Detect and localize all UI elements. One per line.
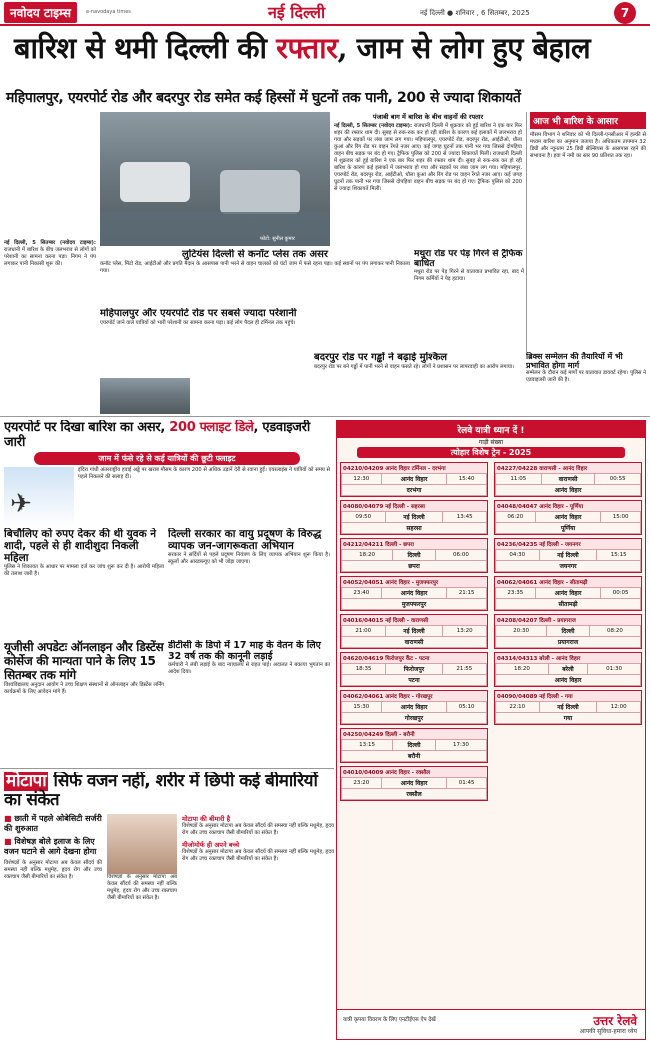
- lead-byline: नई दिल्ली, 5 सितम्बर (नवोदय टाइम्स):: [334, 123, 413, 129]
- train-entry: [494, 576, 642, 611]
- train-schedule-table: [495, 511, 641, 534]
- lead-body: राजधानी दिल्ली में शुक्रवार को हुई बारिश ने एक बार फिर शहर की रफ्तार थाम दी। सुबह से रुक-रुक कर हो रही बारिश के कारण कई इलाकों में जलभराव हो गया और सड़कों पर लंबा जाम लग गया। महिपालपुर, एयरपोर्ट रोड, बदरपुर रोड, आईटीओ, धौला कुआं और रिंग रोड पर वाहन रेंगते नजर आए। कई जगह घुटनों तक पानी भर गया जिससे दोपहिया वाहन बीच सड़क पर बंद हो गए। ट्रैफिक पुलिस को 200 से ज्यादा शिकायतें मिलीं।: [334, 123, 522, 157]
- destination-station: मुजफ्फरपुर: [342, 599, 487, 610]
- train-number-name: 04227/04228 वाराणसी - आनंद विहार: [495, 463, 641, 473]
- train-entry: [494, 614, 642, 649]
- arrival-time: 21:55: [442, 664, 486, 675]
- train-number-name: 04052/04051 आनंद विहार - मुजफ्फरपुर: [341, 577, 487, 587]
- departure-time: 18:20: [496, 664, 549, 675]
- origin-station: नई दिल्ली: [385, 626, 443, 637]
- departure-time: 23:20: [342, 778, 382, 789]
- destination-station: छपरा: [342, 561, 487, 572]
- obesity-body-col4: विशेषज्ञों के अनुसार मोटापा अब केवल सौंदर्य की समस्या नहीं बल्कि मधुमेह, हृदय रोग और उच्च रक्तचाप जैसी बीमारियों का संकेत है।: [182, 849, 334, 862]
- left-column-byline: नई दिल्ली, 5 सितम्बर (नवोदय टाइम्स):: [4, 240, 96, 246]
- train-entry: [340, 690, 488, 725]
- obesity-bullet-2: [4, 837, 102, 857]
- departure-time: 04:30: [496, 550, 540, 561]
- airport-banner: जाम में फंसे रहे से कई यात्रियों की छूटी फ्लाइट: [34, 452, 300, 465]
- origin-station: दिल्ली: [393, 550, 436, 561]
- lutyens-body: कनॉट प्लेस, मिंटो रोड, आईटीओ और प्रगति मैदान के आसपास पानी भरने से वाहन चालकों को घंटों जाम में फंसे रहना पड़ा। कई स्थानों पर पंप लगाकर पानी निकाला गया।: [100, 261, 410, 274]
- arrival-time: 15:15: [597, 550, 641, 561]
- origin-station: आनंद विहार: [381, 778, 447, 789]
- pollution-story: [168, 528, 330, 638]
- departure-time: 12:30: [342, 474, 382, 485]
- brics-body: सम्मेलन के दौरान कई मार्गों पर यातायात डायवर्ट रहेगा। पुलिस ने एडवाइजरी जारी की है।: [526, 370, 646, 383]
- departure-time: 18:20: [342, 550, 393, 561]
- ugc-title: यूजीसी अपडेटः ऑनलाइन और डिस्टेंस कोर्सेज की मान्यता पाने के लिए 15 सितम्बर तक मांगे: [4, 640, 164, 682]
- lutyens-story: [100, 249, 410, 305]
- train-entry: [494, 690, 642, 725]
- train-entry: [494, 500, 642, 535]
- departure-time: 23:40: [342, 588, 382, 599]
- origin-station: आनंद विहार: [381, 474, 447, 485]
- ad-note: यात्री कृपया विवरण के लिए एनटीईएस ऐप देखें: [343, 1017, 436, 1023]
- train-entry: [340, 462, 488, 497]
- destination-station: पटना: [342, 675, 487, 686]
- train-schedule-table: [341, 473, 487, 496]
- train-entry: [340, 728, 488, 763]
- airport-title-a: एयरपोर्ट पर दिखा बारिश का असर,: [4, 420, 170, 435]
- departure-time: 20:30: [496, 626, 547, 637]
- badarpur-title: बदरपुर रोड पर गड्ढों ने बढ़ाई मुश्किल: [314, 352, 448, 363]
- train-entry: [340, 614, 488, 649]
- dtc-title: डीटीसी के डिपो में 17 माह के वेतन के लिए 32 वर्ष तक की कानूनी लड़ाई: [168, 640, 321, 662]
- brand-logo: नवोदय टाइम्स: [4, 2, 77, 23]
- brics-story: [526, 352, 646, 412]
- train-entry: [494, 462, 642, 497]
- arrival-time: 21:15: [447, 588, 487, 599]
- train-entry: [494, 652, 642, 687]
- departure-time: 06:20: [496, 512, 536, 523]
- photo-credit: फोटो: सुनील कुमार: [260, 236, 295, 242]
- obesity-body-col2: विशेषज्ञों के अनुसार मोटापा अब केवल सौंदर्य की समस्या नहीं बल्कि मधुमेह, हृदय रोग और उच्च रक्तचाप जैसी बीमारियों का संकेत है।: [107, 874, 177, 901]
- destination-station: गया: [496, 713, 641, 724]
- mahipalpur-title: महिपालपुर और एयरपोर्ट रोड पर सबसे ज्यादा परेशानी: [100, 308, 297, 319]
- ad-header: रेलवे यात्री ध्यान दें !: [337, 421, 645, 438]
- arrival-time: 00:05: [601, 588, 641, 599]
- train-entry: [340, 652, 488, 687]
- bullet-icon: ■: [4, 837, 12, 846]
- train-number-name: 04208/04207 दिल्ली - प्रयागराज: [495, 615, 641, 625]
- train-schedule-table: [341, 625, 487, 648]
- origin-station: दिल्ली: [393, 740, 436, 751]
- origin-station: आनंद विहार: [535, 512, 601, 523]
- train-schedule-table: [341, 701, 487, 724]
- departure-time: 11:05: [496, 474, 542, 485]
- train-schedule-table: [341, 739, 487, 762]
- ad-subheader: गाड़ी संख्या: [478, 439, 504, 446]
- train-entry: [340, 576, 488, 611]
- destination-station: आनंद विहार: [496, 675, 641, 686]
- train-number-name: 04048/04047 आनंद विहार - पूर्णिया: [495, 501, 641, 511]
- masthead-url: e-navodaya times: [86, 9, 131, 15]
- lead-photo: [100, 112, 330, 246]
- airport-title-b: , एडवाइजरी जारी: [4, 420, 311, 450]
- destination-station: बरौनी: [342, 751, 487, 762]
- trains-right-column: [494, 462, 642, 1016]
- dtc-story: [168, 640, 330, 764]
- train-entry: [340, 538, 488, 573]
- obesity-bullet-1-text: छाती में पहले ओबेसिटी सर्जरी की शुरुआत: [4, 814, 102, 833]
- mathura-story: [414, 249, 524, 349]
- train-schedule-table: [341, 587, 487, 610]
- left-column-article: [4, 112, 96, 362]
- trains-left-column: [340, 462, 488, 1016]
- obesity-bullet-1: [4, 814, 102, 834]
- bullet-icon: ■: [4, 814, 12, 823]
- train-number-name: 04620/04619 फिरोजपुर कैंट - पटना: [341, 653, 487, 663]
- destination-station: दरभंगा: [342, 485, 487, 496]
- lead-headline-part-b: , जाम से लोग हुए बेहाल: [337, 31, 591, 65]
- train-entry: [340, 500, 488, 535]
- train-number-name: 04062/04061 आनंद विहार - गोरखपुर: [341, 691, 487, 701]
- car-shape: [220, 170, 300, 214]
- airport-story: [4, 420, 330, 526]
- arrival-time: 15:00: [601, 512, 641, 523]
- departure-time: 13:15: [342, 740, 393, 751]
- lead-article: [334, 112, 522, 246]
- weather-box: [526, 112, 646, 352]
- left-column-body: राजधानी में बारिश के बीच जलभराव से लोगों को परेशानी का सामना करना पड़ा। निगम ने पंप लगाकर पानी निकासी शुरू की।: [4, 247, 96, 267]
- airport-title-highlight: 200 फ्लाइट डिले: [169, 420, 254, 435]
- section-divider: [0, 768, 334, 769]
- train-schedule-table: [341, 663, 487, 686]
- train-schedule-table: [341, 511, 487, 534]
- weather-title: आज भी बारिश के आसार: [530, 112, 646, 129]
- train-schedule-table: [495, 625, 641, 648]
- origin-station: नई दिल्ली: [539, 702, 597, 713]
- arrival-time: 13:20: [443, 626, 487, 637]
- train-number-name: 04236/04235 नई दिल्ली - जयनगर: [495, 539, 641, 549]
- brics-title: ब्रिक्स सम्मेलन की तैयारियों में भी प्रभावित होगा मार्ग: [526, 352, 623, 370]
- ad-footer-brand: उत्तर रेलवे: [593, 1014, 637, 1028]
- lead-subhead: महिपालपुर, एयरपोर्ट रोड और बदरपुर रोड समेत कई हिस्सों में घुटनों तक पानी, 200 से ज्यादा शिकायतें: [6, 90, 521, 106]
- dtc-body: कर्मचारी ने लंबी लड़ाई के बाद न्यायालय से राहत पाई। अदालत ने बकाया भुगतान का आदेश दिया।: [168, 662, 330, 675]
- obesity-col3-heading: मीजोमोर्फ ही अपने बच्चे: [182, 841, 240, 849]
- ad-special-banner: त्योहार विशेष ट्रेन - 2025: [357, 447, 625, 458]
- obesity-col2-heading: मोटापा की बीमारी है: [182, 815, 231, 823]
- departure-time: 21:00: [342, 626, 386, 637]
- destination-station: प्रयागराज: [496, 637, 641, 648]
- origin-station: आनंद विहार: [381, 702, 447, 713]
- bichaulia-title: बिचौलिए को रुपए देकर की थी युवक ने शादी, पहले से ही शादीशुदा निकली महिला: [4, 528, 157, 564]
- train-number-name: 04090/04089 नई दिल्ली - गया: [495, 691, 641, 701]
- obesity-body-col1: विशेषज्ञों के अनुसार मोटापा अब केवल सौंदर्य की समस्या नहीं बल्कि मधुमेह, हृदय रोग और उच्च रक्तचाप जैसी बीमारियों का संकेत है।: [4, 860, 102, 880]
- rain-thumbnail-photo: [100, 378, 190, 414]
- train-number-name: 04080/04079 नई दिल्ली - सहरसा: [341, 501, 487, 511]
- arrival-time: 06:00: [435, 550, 486, 561]
- departure-time: 09:50: [342, 512, 386, 523]
- ad-footer-tagline: आपकी सुविधा-हमारा ध्येय: [579, 1028, 637, 1035]
- bichaulia-story: [4, 528, 164, 638]
- obesity-story: [4, 772, 334, 1040]
- origin-station: आनंद विहार: [381, 588, 447, 599]
- train-number-name: 04016/04015 नई दिल्ली - वाराणसी: [341, 615, 487, 625]
- origin-station: दिल्ली: [547, 626, 590, 637]
- train-number-name: 04250/04249 दिल्ली - बरौनी: [341, 729, 487, 739]
- origin-station: नई दिल्ली: [385, 512, 443, 523]
- destination-station: सीतामढ़ी: [496, 599, 641, 610]
- obesity-title-highlight: मोटापा: [6, 772, 47, 791]
- train-schedule-table: [341, 549, 487, 572]
- photo-caption: पंजाबी बाग में बारिश के बीच वाहनों की रफ्तार: [372, 113, 484, 121]
- airplane-icon: ✈: [10, 489, 32, 519]
- train-schedule-table: [495, 587, 641, 610]
- ad-footer: [337, 1009, 645, 1039]
- destination-station: जयनगर: [496, 561, 641, 572]
- railway-advertisement: [336, 420, 646, 1040]
- obesity-title: [4, 772, 334, 810]
- masthead-date: नई दिल्ली ● शनिवार , 6 सितम्बर, 2025: [420, 9, 530, 17]
- arrival-time: 15:40: [447, 474, 487, 485]
- departure-time: 22:10: [496, 702, 540, 713]
- flooded-road: [100, 212, 330, 246]
- departure-time: 18:35: [342, 664, 386, 675]
- arrival-time: 01:45: [447, 778, 487, 789]
- train-schedule-table: [495, 549, 641, 572]
- arrival-time: 05:10: [447, 702, 487, 713]
- train-number-name: 04314/04313 बरेली - आनंद विहार: [495, 653, 641, 663]
- lead-headline-part-a: बारिश से थमी दिल्ली की: [14, 31, 277, 65]
- obesity-bullet-2-text: विशेषज्ञ बोले इलाज के लिए वजन घटाने से आगे देखना होगा: [4, 837, 97, 856]
- train-schedule-table: [495, 663, 641, 686]
- destination-station: आनंद विहार: [496, 485, 641, 496]
- arrival-time: 01:30: [588, 664, 641, 675]
- page-number: 7: [614, 2, 636, 24]
- lead-headline: [14, 28, 590, 67]
- obesity-body-col3: विशेषज्ञों के अनुसार मोटापा अब केवल सौंदर्य की समस्या नहीं बल्कि मधुमेह, हृदय रोग और उच्च रक्तचाप जैसी बीमारियों का संकेत है।: [182, 823, 334, 836]
- train-number-name: 04212/04211 दिल्ली - छपरा: [341, 539, 487, 549]
- destination-station: गोरखपुर: [342, 713, 487, 724]
- train-number-name: 04062/04061 आनंद विहार - सीतामढ़ी: [495, 577, 641, 587]
- airplane-photo: [4, 467, 74, 526]
- train-schedule-table: [495, 473, 641, 496]
- airport-body: इंदिरा गांधी अंतरराष्ट्रीय हवाई अड्डे पर खराब मौसम के कारण 200 से अधिक उड़ानें देरी से रवाना हुईं। एयरलाइंस ने यात्रियों को समय से पहले निकलने की सलाह दी।: [78, 467, 330, 480]
- origin-station: आनंद विहार: [535, 588, 601, 599]
- masthead-city: नई दिल्ली: [268, 3, 326, 22]
- badarpur-body: बदरपुर रोड पर बने गड्ढों में पानी भरने से वाहन फंसते रहे। लोगों ने प्रशासन पर लापरवाही का आरोप लगाया।: [314, 364, 515, 370]
- obesity-title-rest: सिर्फ वजन नहीं, शरीर में छिपी कई बीमारियों का संकेत: [4, 772, 318, 810]
- pollution-title: दिल्ली सरकार का वायु प्रदूषण के विरुद्ध व्यापक जन-जागरूकता अभियान: [168, 528, 322, 552]
- arrival-time: 17:30: [435, 740, 486, 751]
- lead-headline-highlight: रफ्तार: [276, 31, 338, 65]
- origin-station: फिरोजपुर: [386, 664, 442, 675]
- departure-time: 23:35: [496, 588, 536, 599]
- origin-station: वाराणसी: [541, 474, 595, 485]
- lead-body-more: राजधानी दिल्ली में शुक्रवार को हुई बारिश ने एक बार फिर शहर की रफ्तार थाम दी। सुबह से रुक-रुक कर हो रही बारिश के कारण कई इलाकों में जलभराव हो गया और सड़कों पर लंबा जाम लग गया। महिपालपुर, एयरपोर्ट रोड, बदरपुर रोड, आईटीओ, धौला कुआं और रिंग रोड पर वाहन रेंगते नजर आए। कई जगह घुटनों तक पानी भर गया जिससे दोपहिया वाहन बीच सड़क पर बंद हो गए। ट्रैफिक पुलिस को 200 से ज्यादा शिकायतें मिलीं।: [334, 151, 522, 192]
- destination-station: वाराणसी: [342, 637, 487, 648]
- section-divider: [0, 416, 650, 417]
- arrival-time: 12:00: [597, 702, 641, 713]
- destination-station: पूर्णिया: [496, 523, 641, 534]
- train-schedule-table: [341, 777, 487, 800]
- car-shape: [120, 162, 190, 202]
- train-schedule-table: [495, 701, 641, 724]
- train-entry: [340, 766, 488, 801]
- mathura-body: मथुरा रोड पर पेड़ गिरने से यातायात प्रभावित रहा, बाद में निगम कर्मियों ने पेड़ हटाया।: [414, 269, 524, 282]
- train-number-name: 04210/04209 आनंद विहार टर्मिनल - दरभंगा: [341, 463, 487, 473]
- weather-body: मौसम विभाग ने शनिवार को भी दिल्ली-एनसीआर में हल्की से मध्यम बारिश का अनुमान जताया है। अधिकतम तापमान 32 डिग्री और न्यूनतम 25 डिग्री सेल्सियस के आसपास रहने की संभावना है। हवा में नमी का स्तर 90 प्रतिशत तक रहा।: [530, 132, 646, 159]
- lutyens-title: लुटियंस दिल्ली से कनॉट प्लेस तक असर: [182, 249, 328, 260]
- mahipalpur-story: [100, 308, 310, 374]
- doctor-photo: [107, 814, 177, 874]
- destination-station: रक्सौल: [342, 789, 487, 800]
- mathura-title: मथुरा रोड पर पेड़ गिरने से ट्रैफिक बाधित: [414, 249, 523, 269]
- train-entry: [494, 538, 642, 573]
- arrival-time: 08:20: [589, 626, 640, 637]
- arrival-time: 13:45: [443, 512, 487, 523]
- badarpur-story: [314, 352, 524, 412]
- origin-station: बरेली: [548, 664, 587, 675]
- mahipalpur-body: एयरपोर्ट जाने वाले यात्रियों को भारी परेशानी का सामना करना पड़ा। कई लोग पैदल ही टर्मिनल तक पहुंचे।: [100, 320, 296, 326]
- pollution-body: सरकार ने सर्दियों से पहले प्रदूषण नियंत्रण के लिए व्यापक अभियान शुरू किया है। स्कूलों और आरडब्ल्यूए को भी जोड़ा जाएगा।: [168, 552, 330, 565]
- masthead: [0, 0, 650, 26]
- departure-time: 15:30: [342, 702, 382, 713]
- destination-station: सहरसा: [342, 523, 487, 534]
- origin-station: नई दिल्ली: [539, 550, 597, 561]
- ugc-body: विश्वविद्यालय अनुदान आयोग ने उच्च शिक्षण संस्थानों से ऑनलाइन और डिस्टेंस लर्निंग कार्यक्रमों के लिए आवेदन मांगे हैं।: [4, 682, 164, 695]
- ugc-story: [4, 640, 164, 764]
- airport-title: [4, 420, 330, 450]
- arrival-time: 00:55: [595, 474, 641, 485]
- train-number-name: 04010/04009 आनंद विहार - रक्सौल: [341, 767, 487, 777]
- bichaulia-body: पुलिस ने शिकायत के आधार पर मामला दर्ज कर जांच शुरू कर दी है। आरोपी महिला की तलाश जारी है।: [4, 564, 164, 577]
